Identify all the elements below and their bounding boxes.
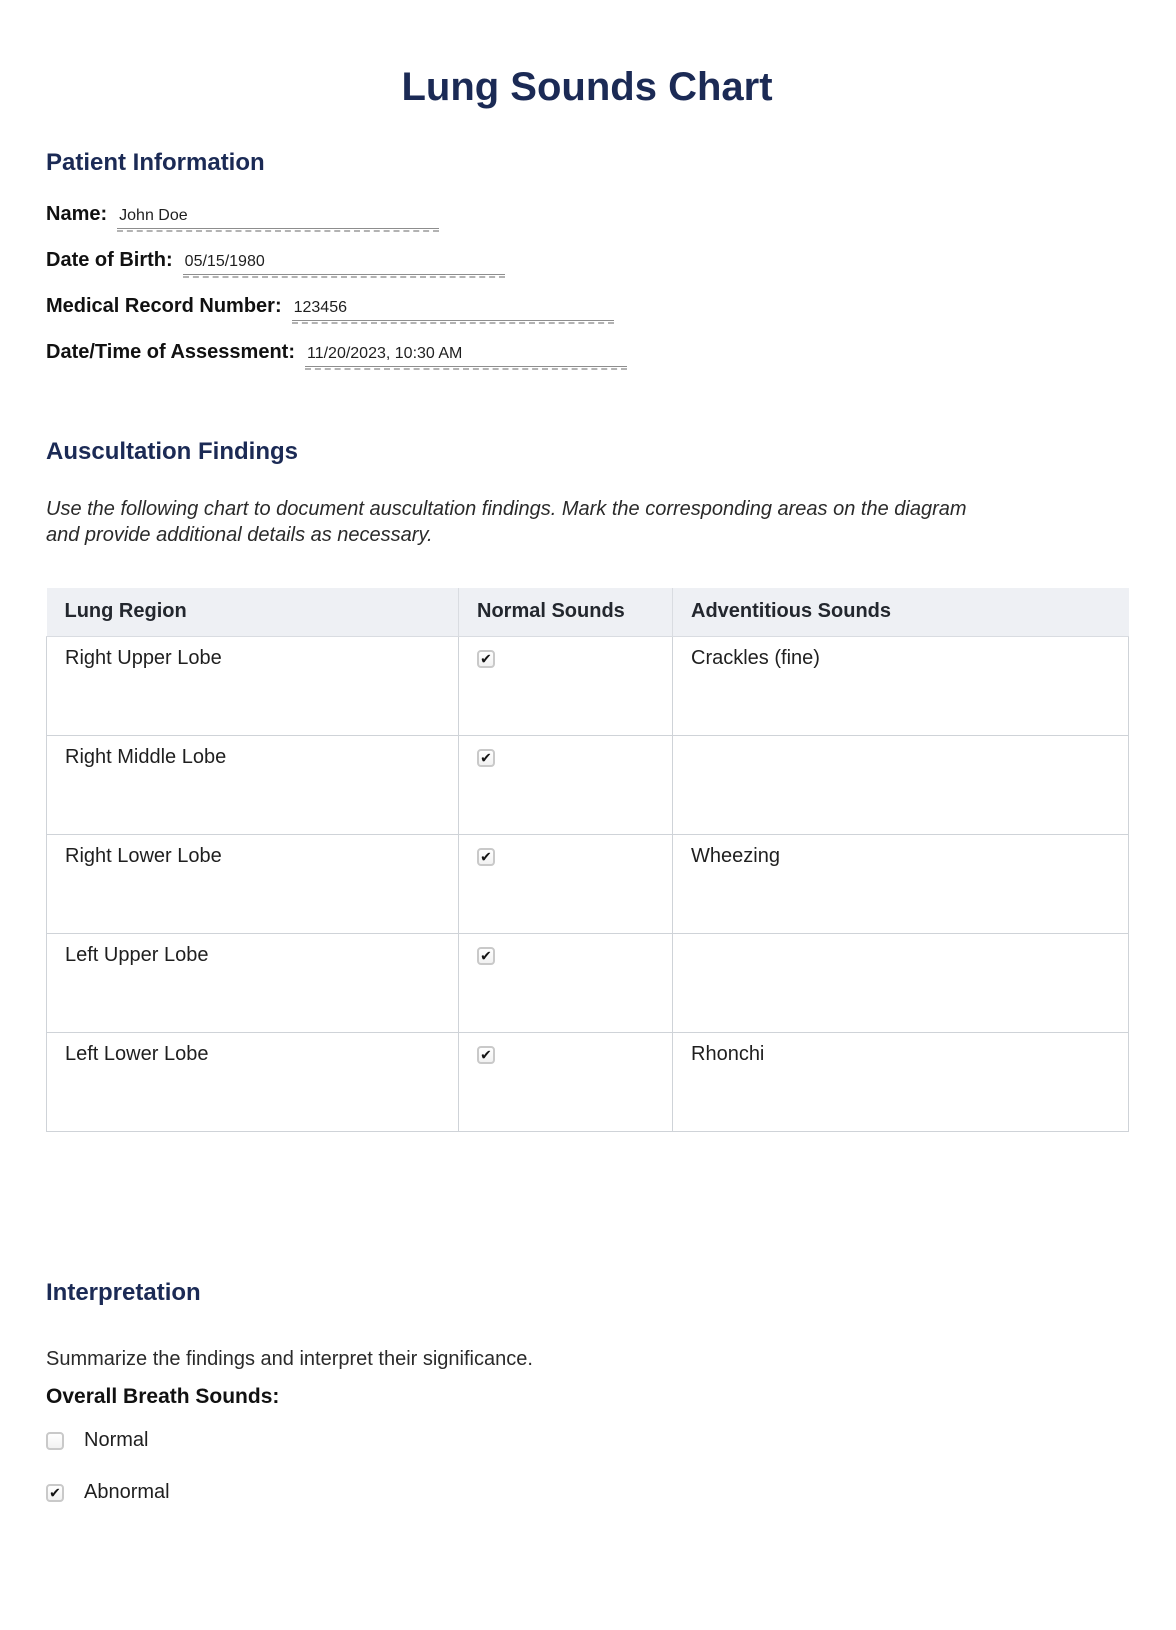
mrn-field-label: Medical Record Number: (46, 295, 282, 317)
normal-option-checkbox[interactable] (46, 1432, 64, 1450)
overall-breath-sounds-label: Overall Breath Sounds: (46, 1384, 280, 1408)
adventitious-sounds-cell: Crackles (fine) (673, 636, 1129, 735)
table-row-right-upper-lobe (47, 636, 1129, 735)
table-row-left-lower-lobe (47, 1032, 1129, 1131)
normal-sounds-checkbox[interactable] (477, 1046, 495, 1064)
column-header-lung-region: Lung Region (47, 588, 459, 636)
assessment-datetime-field (46, 341, 1128, 363)
table-row-right-middle-lobe (47, 735, 1129, 834)
lung-region-cell: Right Lower Lobe (47, 834, 459, 933)
option-row-abnormal (46, 1481, 1128, 1505)
abnormal-option-label: Abnormal (84, 1481, 170, 1503)
dob-field (46, 249, 1128, 271)
page-title: Lung Sounds Chart (401, 65, 773, 109)
interpretation-summary-prompt: Summarize the findings and interpret their significance. (46, 1347, 533, 1370)
name-field (46, 203, 1128, 225)
interpretation-heading: Interpretation (46, 1278, 201, 1306)
assessment-datetime-value[interactable]: 11/20/2023, 10:30 AM (305, 345, 627, 367)
check-icon: ✔ (480, 848, 492, 864)
column-header-adventitious-sounds: Adventitious Sounds (673, 588, 1129, 636)
assessment-datetime-label: Date/Time of Assessment: (46, 341, 295, 363)
normal-sounds-cell (459, 834, 673, 933)
lung-region-cell: Left Lower Lobe (47, 1032, 459, 1131)
column-header-normal-sounds: Normal Sounds (459, 588, 673, 636)
table-header-row (47, 588, 1129, 636)
check-icon: ✔ (480, 749, 492, 765)
check-icon: ✔ (480, 650, 492, 666)
lung-region-cell: Right Middle Lobe (47, 735, 459, 834)
option-row-normal (46, 1429, 1128, 1453)
normal-sounds-cell (459, 933, 673, 1032)
auscultation-findings-heading: Auscultation Findings (46, 438, 298, 465)
adventitious-sounds-cell: Rhonchi (673, 1032, 1129, 1131)
patient-information-heading: Patient Information (46, 149, 265, 176)
check-icon: ✔ (480, 1046, 492, 1062)
lung-region-cell: Left Upper Lobe (47, 933, 459, 1032)
normal-sounds-checkbox[interactable] (477, 650, 495, 668)
adventitious-sounds-cell (673, 735, 1129, 834)
table-row-right-lower-lobe (47, 834, 1129, 933)
table-row-left-upper-lobe (47, 933, 1129, 1032)
check-icon: ✔ (49, 1484, 61, 1500)
check-icon: ✔ (480, 947, 492, 963)
auscultation-instructions: Use the following chart to document auscultation findings. Mark the corresponding areas on the diagram and provide additional details as necessary. (46, 498, 967, 546)
mrn-field-value[interactable]: 123456 (292, 299, 614, 321)
mrn-field (46, 295, 1128, 317)
name-field-value[interactable]: John Doe (117, 207, 439, 229)
auscultation-table (46, 588, 1129, 1132)
normal-sounds-checkbox[interactable] (477, 848, 495, 866)
name-field-label: Name: (46, 203, 108, 225)
dob-field-value[interactable]: 05/15/1980 (183, 253, 505, 275)
normal-sounds-checkbox[interactable] (477, 947, 495, 965)
normal-sounds-cell (459, 1032, 673, 1131)
lung-region-cell: Right Upper Lobe (47, 636, 459, 735)
abnormal-option-checkbox[interactable] (46, 1484, 64, 1502)
patient-fields (46, 203, 1128, 363)
dob-field-label: Date of Birth: (46, 249, 173, 271)
normal-option-label: Normal (84, 1429, 149, 1451)
adventitious-sounds-cell: Wheezing (673, 834, 1129, 933)
adventitious-sounds-cell (673, 933, 1129, 1032)
normal-sounds-checkbox[interactable] (477, 749, 495, 767)
normal-sounds-cell (459, 735, 673, 834)
normal-sounds-cell (459, 636, 673, 735)
